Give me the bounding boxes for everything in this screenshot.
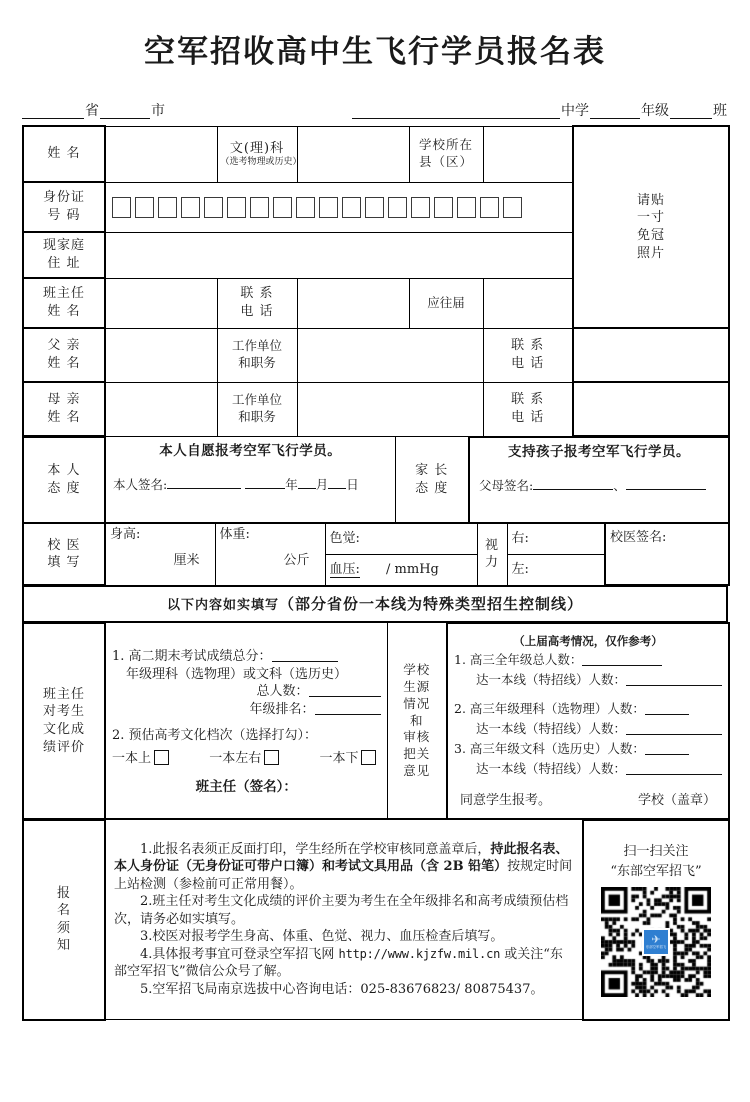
mother-label-cell [23,382,105,436]
eval-checkbox-box-2[interactable] [361,750,376,765]
evaluation-label-line-3: 绩评价 [42,739,85,755]
school-gap-1 [454,690,722,699]
eval-rank-label: 年级排名： [249,701,315,717]
banner-note-text: （部分省份一本线为特殊类型招生控制线） [279,594,584,613]
id-number-box-1[interactable] [112,197,131,218]
height-label: 身高: [110,526,141,542]
qr-title [588,842,724,881]
notice-label-line-2: 须 [56,920,71,936]
self-attitude-cell [105,437,395,523]
father-phone-value-cell[interactable] [573,328,729,382]
id-number-box-17[interactable] [480,197,499,218]
notice-label-cell [23,820,105,1020]
month-label: 月 [315,477,329,493]
school-item2-line2 [454,719,722,739]
mother-phone-label-cell [483,382,573,436]
eval-gap [112,718,381,727]
eval-total-count-input[interactable] [309,683,381,697]
name-label: 姓 名 [23,126,105,182]
evaluation-label-line-0: 班主任 [42,686,85,702]
school-item2-line1 [454,699,722,719]
name-value-cell[interactable] [105,126,217,182]
teacher-phone-label-line1: 联 系 [240,286,274,302]
school-review-label-line-6: 意见 [403,763,431,779]
teacher-phone-value-cell[interactable] [297,278,409,328]
eval-checkbox-row [112,750,381,768]
school-review-content-cell [447,623,729,819]
color-vision-label: 色觉: [329,530,360,546]
id-number-box-16[interactable] [457,197,476,218]
banner-main-text: 以下内容如实填写 [166,597,279,613]
notice-table [22,819,730,1021]
id-number-box-8[interactable] [273,197,292,218]
self-attitude-statement: 本人自愿报考空军飞行学员。 [159,443,342,460]
medical-table [22,522,730,586]
evaluation-signature-label[interactable]: 班主任（签名）： [195,778,297,795]
eval-checkbox-box-1[interactable] [264,750,279,765]
weight-unit: 公斤 [283,553,310,569]
self-attitude-label-line1: 本 人 [47,463,81,479]
blood-pressure-unit: / mmHg [386,561,439,577]
row-medical-1 [23,523,729,554]
evaluation-label-line-2: 文化成 [42,721,85,737]
school-item2-label2: 达一本线（特招线）人数： [475,721,626,737]
evaluation-content-cell [105,623,387,819]
grad-status-label: 应往届 [409,278,483,328]
school-item3-line2 [454,759,722,779]
school-item2-total-input[interactable] [645,701,689,715]
school-item1-line1 [454,650,722,670]
notice-item4-text-post: 或关注“东部空军招飞”微信公众号了解。 [114,946,563,980]
page-title: 空军招收高中生飞行学员报名表 [144,34,606,70]
eval-item1-line4 [112,701,381,719]
row-evaluation [23,623,729,819]
parent-signature-label: 父母签名: [479,477,534,493]
school-item1-pass-input[interactable] [626,672,722,686]
evaluation-table [22,622,730,820]
notice-content-cell [105,820,583,1020]
mother-work-label-line1: 工作单位 [231,392,282,408]
school-agree-text: 同意学生报考。 [460,793,552,809]
head-teacher-value-cell[interactable] [105,278,217,328]
head-teacher-label-line1: 班主任 [42,286,85,302]
medical-label-line1: 校 医 [47,537,81,553]
vision-label-line1: 视 [484,537,499,553]
vision-right-cell[interactable] [507,523,605,554]
school-review-label-line-2: 情况 [403,695,431,711]
eval-item1-line3 [112,683,381,701]
id-number-boxes-cell[interactable] [105,182,573,232]
blood-pressure-label: 血压: [329,561,360,577]
school-item3-label2: 达一本线（特招线）人数： [475,761,626,777]
school-review-label-line-0: 学校 [403,661,431,677]
notice-item3-num: 3. [140,929,153,945]
self-signature-input[interactable] [167,474,241,489]
address-label-line2: 住 址 [47,256,81,271]
photo-line-4: 照片 [636,245,665,261]
notice-label-line-0: 报 [56,885,71,901]
main-form-table [22,125,730,437]
eval-item1-line1 [112,648,381,666]
self-signature-row [109,460,392,496]
class-input[interactable] [670,104,712,119]
school-item1-label1: 1. 高三全年级总人数： [454,652,583,668]
school-county-label-cell [409,126,483,182]
attitude-table [22,436,730,524]
class-label: 班 [713,103,727,119]
father-label-line2: 姓 名 [47,356,81,371]
notice-item2-num: 2. [140,894,153,910]
row-mother [23,382,729,436]
school-item3-pass-input[interactable] [626,761,722,775]
head-teacher-label-line2: 姓 名 [47,304,81,319]
school-review-label-line-4: 审核 [403,729,431,745]
track-value-cell[interactable] [297,126,409,182]
photo-placeholder[interactable] [573,126,729,328]
header-school-group [352,104,728,119]
medical-label-cell [23,523,105,585]
father-phone-label-line2: 电 话 [511,356,545,371]
doctor-signature-label: 校医签名: [610,530,667,546]
photo-line-3: 免冠 [636,228,665,243]
parent-signature-separator: 、 [613,477,626,493]
id-number-box-14[interactable] [411,197,430,218]
photo-line-1: 请贴 [636,192,665,208]
school-review-label-line-3: 和 [409,712,424,728]
school-item2-pass-input[interactable] [626,721,722,735]
parent-attitude-label-line2: 态 度 [415,480,449,496]
parent-signature-row [473,461,725,495]
blood-pressure-cell[interactable] [325,554,477,585]
year-label: 年 [285,477,298,493]
school-item3-total-input[interactable] [645,741,689,755]
mother-value-cell[interactable] [105,382,217,436]
school-review-note: （上届高考情况，仅作参考） [513,633,663,648]
father-work-label-line1: 工作单位 [231,338,282,354]
eval-rank-input[interactable] [315,701,381,715]
school-item1-line2 [454,670,722,690]
id-number-box-10[interactable] [319,197,338,218]
teacher-phone-label-line2: 电 话 [240,304,274,319]
airplane-icon: ✈ [651,933,661,947]
address-value-cell[interactable] [105,232,573,278]
eval-checkbox-option-0[interactable] [112,750,169,768]
vision-label-cell [477,523,507,585]
vision-left-cell[interactable] [507,554,605,585]
school-county-value-cell[interactable] [483,126,573,182]
id-number-box-3[interactable] [158,197,177,218]
track-label: 文(理)科 [229,140,285,156]
eval-item1-prefix: 1. 高二期末考试成绩总分： [112,649,272,665]
school-review-label-line-1: 生源 [403,678,431,694]
father-value-cell[interactable] [105,328,217,382]
id-number-box-group[interactable] [112,197,566,218]
day-input[interactable] [328,474,346,489]
notice-website-url[interactable]: http://www.kjzfw.mil.cn [338,946,501,961]
row-notice [23,820,729,1020]
school-county-label-line2: 县（区） [418,154,473,169]
father-work-value-cell[interactable] [297,328,483,382]
track-sublabel: （选考物理或历史） [220,157,302,168]
school-item3-label1: 3. 高三年级文科（选历史）人数： [454,741,645,757]
eval-item2-prefix: 2. 预估高考文化档次（选择打勾）： [112,728,318,744]
id-number-label-cell [23,182,105,232]
day-label: 日 [346,477,359,493]
mother-label-line1: 母 亲 [47,392,81,408]
row-banner [23,586,727,623]
notice-item-4 [114,946,574,981]
id-number-box-7[interactable] [250,197,269,218]
mother-phone-label-line1: 联 系 [511,392,545,408]
mother-label-line2: 姓 名 [47,410,81,425]
id-number-box-9[interactable] [296,197,315,218]
notice-item5-text: 空军招飞局南京选拔中心咨询电话：025-83676823/ 80875437。 [152,982,544,997]
vision-left-label: 左: [511,561,529,577]
self-attitude-label-cell [23,437,105,523]
year-input[interactable] [245,474,285,489]
school-name-input[interactable] [352,104,560,119]
vision-label-line2: 力 [484,555,499,571]
header-region-group [22,104,166,119]
school-item3-line1 [454,739,722,759]
evaluation-label-cell [23,623,105,819]
photo-line-2: 一寸 [636,210,665,226]
school-stamp-text[interactable]: 学校（盖章） [637,793,716,809]
id-number-label-line2: 号 码 [47,208,81,223]
notice-label-line-3: 知 [56,938,71,954]
head-teacher-label-cell [23,278,105,328]
parent-attitude-statement: 支持孩子报考空军飞行学员。 [508,443,690,460]
eval-item-1 [112,648,381,718]
notice-item2-text: 班主任对考生文化成绩的评价主要为考生在全年级排名和高考成绩预估档次，请务必如实填写。 [114,894,569,927]
id-number-box-15[interactable] [434,197,453,218]
eval-checkbox-option-2[interactable] [319,750,376,768]
eval-item1-line2: 年级理科（选物理）或文科（选历史） [126,666,348,682]
grade-label: 年级 [641,103,669,119]
school-review-label-cell [387,623,447,819]
province-label: 省 [85,103,99,119]
mother-work-value-cell[interactable] [297,382,483,436]
id-number-box-18[interactable] [503,197,522,218]
school-item1-total-input[interactable] [582,652,662,666]
notice-item4-text-pre: 具体报考事宜可登录空军招飞网 [152,946,339,962]
notice-item1-plain2: 按规定时间上站检测（参检前可正常用餐）。 [114,859,573,892]
city-label: 市 [151,103,165,119]
mother-work-label-line2: 和职务 [238,409,276,424]
mother-phone-value-cell[interactable] [573,382,729,436]
qr-center-logo [642,928,670,956]
weight-cell[interactable] [215,523,325,585]
teacher-phone-label-cell [217,278,297,328]
school-review-label-line-5: 把关 [403,746,431,762]
track-label-cell [217,126,302,182]
address-label-line1: 现家庭 [42,238,85,254]
mother-work-label-cell [217,382,297,436]
school-county-label-line1: 学校所在 [418,137,473,153]
grade-input[interactable] [590,104,640,119]
evaluation-label-line-1: 对考生 [42,704,85,720]
eval-total-count-label: 总人数： [256,684,309,700]
notice-item-1 [114,841,574,894]
province-input[interactable] [22,104,84,119]
eval-item-2 [112,727,381,767]
row-name [23,126,729,182]
id-number-box-13[interactable] [388,197,407,218]
father-work-label-line2: 和职务 [238,355,276,370]
color-vision-cell[interactable] [325,523,477,554]
notice-item5-num: 5. [140,982,153,997]
eval-checkbox-option-1[interactable] [209,750,279,768]
school-review-footer [454,791,722,812]
row-father [23,328,729,382]
school-label: 中学 [561,103,589,119]
row-attitude [23,437,729,523]
school-item1-label2: 达一本线（特招线）人数： [475,672,626,688]
father-label-cell [23,328,105,382]
medical-label-line2: 填 写 [47,555,81,571]
father-label-line1: 父 亲 [47,338,81,354]
notice-item-2 [114,893,574,928]
notice-item1-num: 1. [140,841,153,857]
id-number-box-12[interactable] [365,197,384,218]
qr-title-line2: “东部空军招飞” [610,863,702,879]
month-input[interactable] [298,474,316,489]
qr-section-cell [583,820,729,1020]
eval-checkbox-box-0[interactable] [154,750,169,765]
notice-item-3 [114,928,574,946]
eval-checkbox-label-2: 一本下 [319,750,359,766]
self-signature-label: 本人签名: [113,477,168,493]
banner-table [22,585,728,624]
parent-attitude-label-cell [395,437,469,523]
id-number-label-line1: 身份证 [42,190,85,206]
notice-item1-plain1: 此报名表须正反面打印，学生经所在学校审核同意盖章后， [152,841,491,857]
doctor-signature-cell[interactable] [605,523,729,585]
eval-checkbox-label-1: 一本左右 [209,750,262,766]
qr-title-line1: 扫一扫关注 [623,844,689,860]
id-number-box-5[interactable] [204,197,223,218]
address-label-cell [23,232,105,278]
id-number-box-6[interactable] [227,197,246,218]
notice-item3-text: 校医对报考学生身高、体重、色觉、视力、血压检查后填写。 [152,929,504,945]
notice-item-5 [114,981,574,999]
parent-attitude-label-line1: 家 长 [415,463,449,479]
school-item2-label1: 2. 高三年级理科（选物理）人数： [454,701,645,717]
weight-label: 体重: [219,526,250,542]
notice-item4-num: 4. [140,946,153,962]
notice-label-line-1: 名 [56,903,71,919]
grad-status-value-cell[interactable] [483,278,573,328]
qr-logo-text: 东部空军招飞 [645,945,667,950]
self-attitude-label-line2: 态 度 [47,480,81,496]
parent-attitude-cell [469,437,729,523]
father-work-label-cell [217,328,297,382]
notice-item1-bold: 持此报名表、本人身份证（无身份证可带户口簿）和考试文具用品（含 2B 铅笔） [114,841,569,875]
city-input[interactable] [100,104,150,119]
father-phone-label-line1: 联 系 [511,338,545,354]
vision-right-label: 右: [511,530,529,546]
height-unit: 厘米 [173,553,200,569]
id-number-box-11[interactable] [342,197,361,218]
banner-cell [23,586,727,623]
mother-phone-label-line2: 电 话 [511,410,545,425]
header-blanks-row [22,89,728,119]
father-phone-label-cell [483,328,573,382]
parent1-signature-input[interactable] [533,475,613,490]
eval-checkbox-label-0: 一本上 [112,750,152,766]
qr-code[interactable] [601,887,711,997]
id-number-box-4[interactable] [181,197,200,218]
eval-total-score-input[interactable] [272,648,338,662]
parent2-signature-input[interactable] [626,475,706,490]
height-cell[interactable] [105,523,215,585]
id-number-box-2[interactable] [135,197,154,218]
